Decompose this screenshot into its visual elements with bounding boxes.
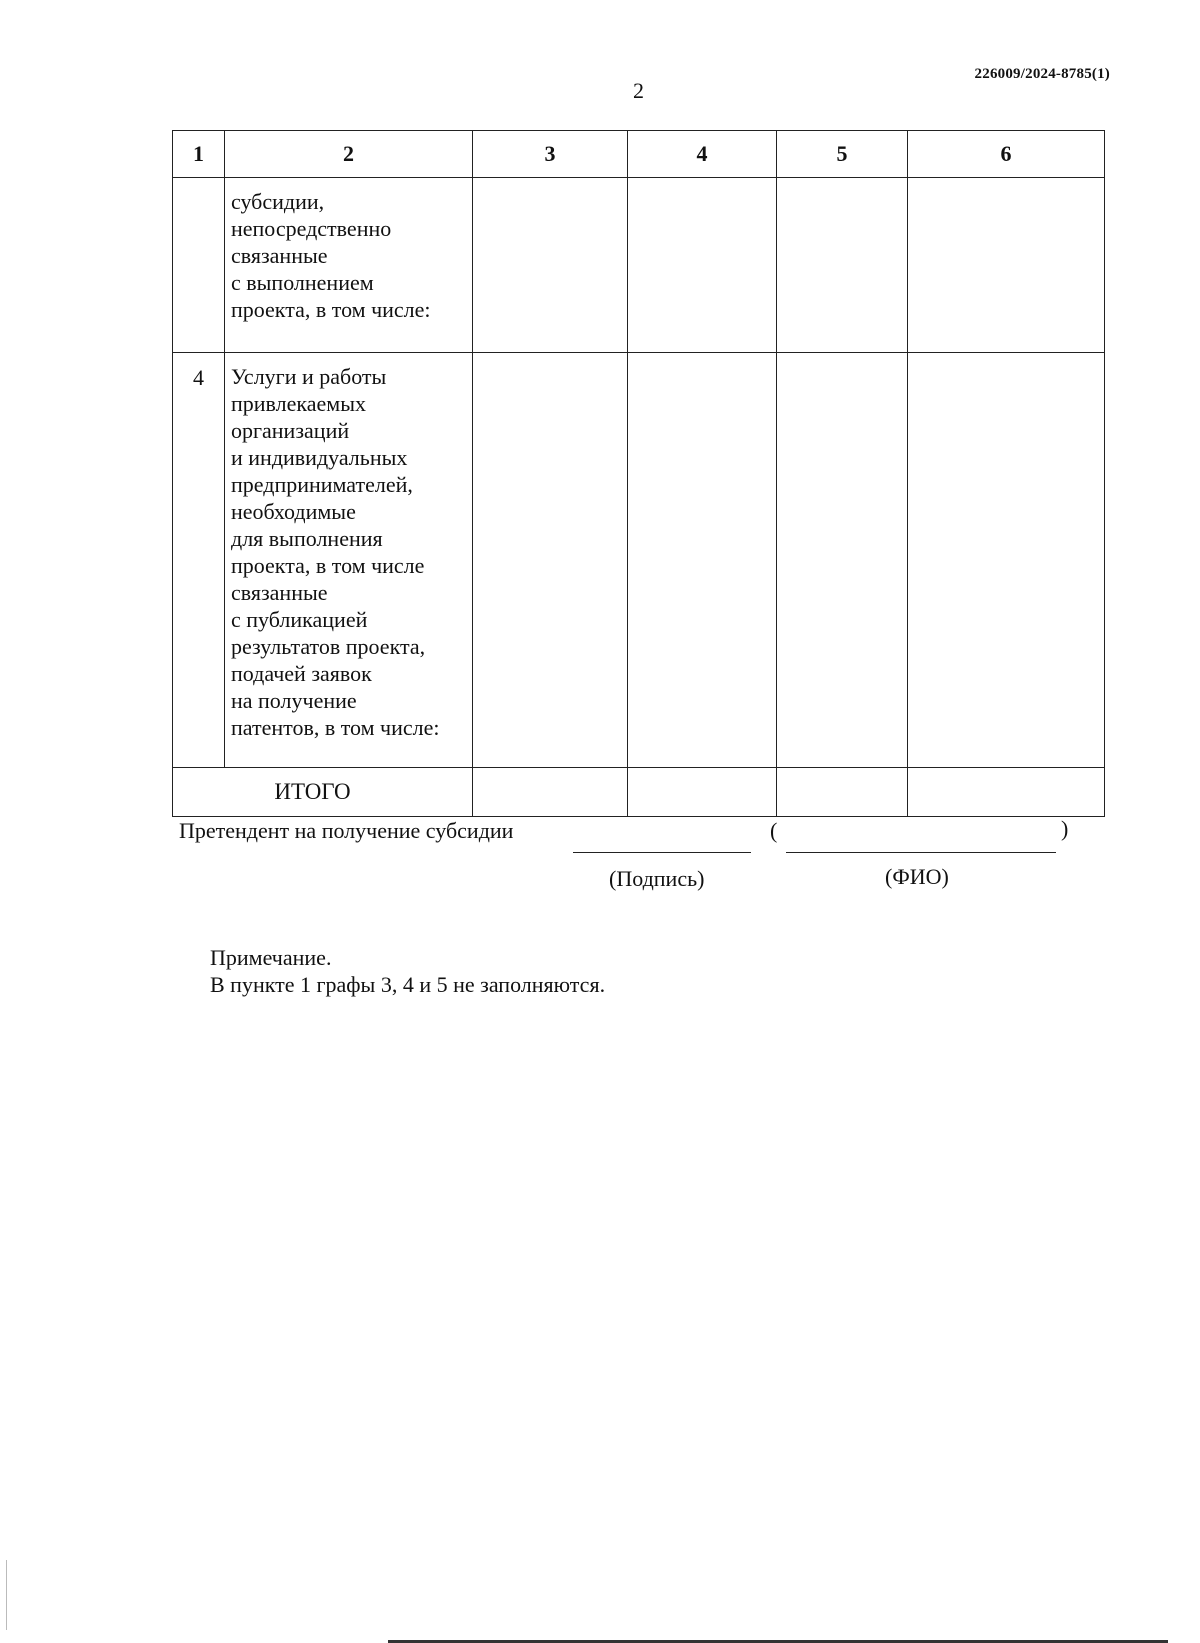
empty-cell — [628, 178, 777, 353]
table-row — [173, 178, 1105, 353]
description-line: предпринимателей, — [231, 472, 413, 497]
description-line: связанные — [231, 243, 328, 268]
document-id: 226009/2024-8785(1) — [974, 66, 1110, 82]
scan-edge-mark — [6, 1560, 7, 1630]
description-line: необходимые — [231, 499, 356, 524]
note-text: В пункте 1 графы 3, 4 и 5 не заполняются. — [210, 972, 606, 997]
description-line: с выполнением — [231, 270, 374, 295]
column-header: 6 — [908, 131, 1105, 178]
description-line: субсидии, — [231, 189, 325, 214]
signature-line — [573, 852, 751, 853]
description-line: для выполнения — [231, 526, 383, 551]
column-header: 2 — [225, 131, 473, 178]
empty-cell — [777, 353, 908, 768]
empty-cell — [628, 353, 777, 768]
description-line: на получение — [231, 688, 357, 713]
table-header-row — [173, 131, 1105, 178]
signature-caption: (Подпись) — [609, 866, 705, 891]
description-line: патентов, в том числе: — [231, 715, 440, 740]
budget-table — [172, 130, 1105, 817]
description-line: проекта, в том числе — [231, 553, 425, 578]
description-line: связанные — [231, 580, 328, 605]
empty-cell — [777, 178, 908, 353]
description-line: и индивидуальных — [231, 445, 408, 470]
empty-cell — [473, 768, 628, 817]
applicant-label: Претендент на получение субсидии — [179, 818, 514, 843]
name-caption: (ФИО) — [885, 864, 949, 889]
note-title: Примечание. — [210, 945, 332, 970]
empty-cell — [908, 178, 1105, 353]
description-line: непосредственно — [231, 216, 392, 241]
empty-cell — [777, 768, 908, 817]
description-line: организаций — [231, 418, 350, 443]
signature-block — [179, 818, 1079, 898]
column-header: 3 — [473, 131, 628, 178]
row-number — [173, 178, 225, 353]
row-description — [225, 353, 473, 768]
description-line: проекта, в том числе: — [231, 297, 431, 322]
table-row — [173, 353, 1105, 768]
empty-cell — [908, 353, 1105, 768]
close-parenthesis: ) — [1061, 816, 1069, 841]
description-line: привлекаемых — [231, 391, 366, 416]
column-header: 4 — [628, 131, 777, 178]
note-block — [210, 944, 605, 998]
empty-cell — [908, 768, 1105, 817]
column-header: 5 — [777, 131, 908, 178]
row-description — [225, 178, 473, 353]
description-line: подачей заявок — [231, 661, 372, 686]
total-label: ИТОГО — [173, 768, 473, 817]
empty-cell — [473, 178, 628, 353]
column-header: 1 — [173, 131, 225, 178]
open-parenthesis: ( — [770, 818, 778, 843]
description-line: с публикацией — [231, 607, 368, 632]
empty-cell — [473, 353, 628, 768]
description-line: результатов проекта, — [231, 634, 426, 659]
name-line — [786, 852, 1056, 853]
total-row — [173, 768, 1105, 817]
empty-cell — [628, 768, 777, 817]
row-number: 4 — [173, 353, 225, 768]
description-line: Услуги и работы — [231, 364, 387, 389]
page-number: 2 — [633, 78, 644, 103]
